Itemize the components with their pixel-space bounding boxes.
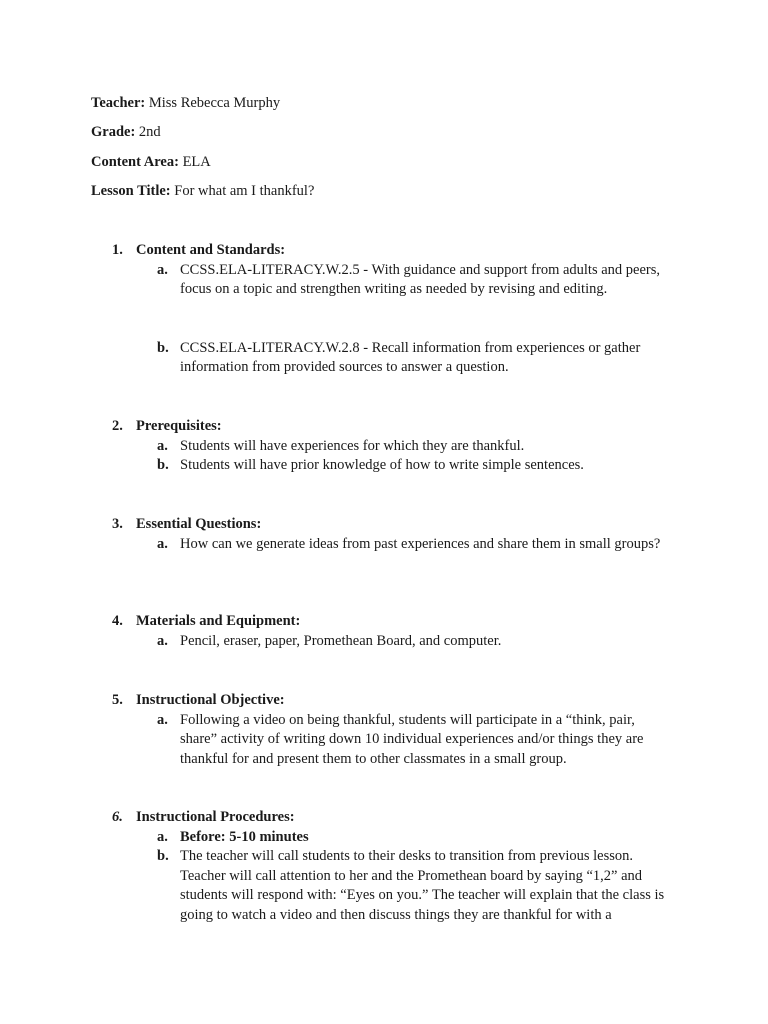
grade-value: 2nd: [138, 124, 161, 140]
section-number: 2.: [112, 418, 123, 434]
teacher-label: Teacher:: [91, 95, 146, 111]
item-text: Pencil, eraser, paper, Promethean Board, and computer.: [180, 632, 502, 649]
list-item: [112, 437, 672, 457]
list-item: [112, 632, 672, 652]
item-letter: b.: [157, 457, 169, 473]
section-heading: [112, 691, 672, 711]
list-item: [112, 261, 672, 300]
item-letter: a.: [157, 632, 168, 649]
item-text: CCSS.ELA-LITERACY.W.2.8 - Recall information from experiences or gather information from provided sources to answer a question.: [180, 339, 641, 375]
list-item: [112, 828, 672, 848]
list-item: [112, 535, 672, 555]
section-heading: [112, 417, 672, 437]
list-item: [112, 456, 672, 476]
lesson-title-value: For what am I thankful?: [174, 183, 315, 199]
section-title: Essential Questions:: [136, 516, 262, 532]
item-letter: a.: [157, 828, 168, 845]
item-letter: b.: [157, 339, 169, 356]
section-number: 4.: [112, 613, 123, 629]
section-number: 6.: [112, 809, 123, 825]
item-text: Students will have prior knowledge of how to write simple sentences.: [180, 457, 584, 473]
section-title: Materials and Equipment:: [136, 613, 301, 629]
content-area-value: ELA: [182, 154, 211, 170]
item-text: Before: 5-10 minutes: [180, 828, 309, 845]
item-text: CCSS.ELA-LITERACY.W.2.5 - With guidance and support from adults and peers, focus on a topic and strengthen writing as needed by revising and editing.: [180, 261, 661, 297]
section-heading: [112, 241, 672, 261]
lesson-title-label: Lesson Title:: [91, 183, 171, 199]
section-title: Content and Standards:: [136, 242, 286, 258]
teacher-line: [91, 94, 280, 113]
list-item: [112, 339, 672, 378]
section-prerequisites: [112, 417, 672, 476]
grade-label: Grade:: [91, 124, 136, 140]
section-objective: [112, 691, 672, 769]
item-letter: a.: [157, 711, 168, 728]
item-text: Following a video on being thankful, students will participate in a “think, pair, share” activity of writing down 10 individual experiences and/or things they are thankful for and present them to other classmates in a small group.: [180, 711, 644, 767]
item-letter: a.: [157, 261, 168, 278]
section-heading: [112, 808, 672, 828]
content-area-line: [91, 153, 211, 172]
item-letter: a.: [157, 535, 168, 552]
section-procedures: [112, 808, 672, 925]
teacher-value: Miss Rebecca Murphy: [148, 95, 281, 111]
item-letter: b.: [157, 848, 169, 864]
list-item: [112, 711, 672, 770]
section-title: Instructional Procedures:: [136, 809, 295, 825]
section-title: Prerequisites:: [136, 418, 222, 434]
item-letter: a.: [157, 437, 168, 454]
section-number: 1.: [112, 242, 123, 258]
item-text: How can we generate ideas from past experiences and share them in small groups?: [180, 535, 661, 552]
section-number: 3.: [112, 516, 123, 532]
section-number: 5.: [112, 692, 123, 708]
content-area-label: Content Area:: [91, 154, 179, 170]
grade-line: [91, 123, 161, 142]
list-item: [112, 847, 672, 925]
item-text: Students will have experiences for which they are thankful.: [180, 437, 525, 454]
section-title: Instructional Objective:: [136, 692, 285, 708]
section-heading: [112, 515, 672, 535]
section-heading: [112, 612, 672, 632]
section-content-standards: [112, 241, 672, 378]
item-text: The teacher will call students to their desks to transition from previous lesson. Teacher will call attention to her and the Promethean board by saying “1,2” and students will respond with: “Eyes on you.” The teacher will explain that the class is going to watch a video and then discuss things they are thankful for with a: [180, 848, 665, 923]
section-essential-questions: [112, 515, 672, 554]
lesson-title-line: [91, 182, 314, 201]
section-materials: [112, 612, 672, 651]
